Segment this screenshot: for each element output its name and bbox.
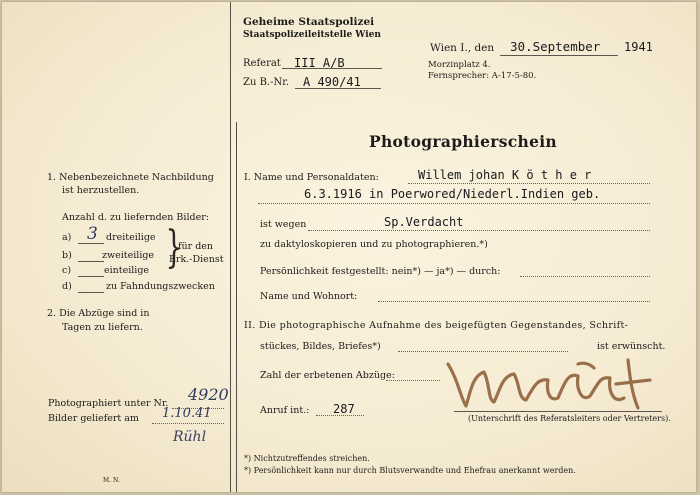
photographed-label: Photographiert unter Nr. <box>48 398 169 409</box>
row8-label-b: ist erwünscht. <box>597 341 666 352</box>
count-label: Anzahl d. zu liefernden Bilder: <box>62 212 209 223</box>
option-b-blank <box>78 261 104 262</box>
birth-data: 6.3.1916 in Poerwored/Niederl.Indien geb. <box>304 187 601 201</box>
option-b-prefix: b) <box>62 250 72 261</box>
row8-dotted-line <box>398 351 568 352</box>
phone-extension: 287 <box>333 402 355 416</box>
signature-line <box>454 411 662 412</box>
footer-mark: M. N. <box>103 477 120 484</box>
year-value: 1941 <box>624 40 653 54</box>
column-divider-left <box>230 2 231 492</box>
row9-dotted-line <box>386 380 440 381</box>
option-d-prefix: d) <box>62 281 72 292</box>
footnote-2: *) Persönlichkeit kann nur durch Blutsverwandte und Ehefrau anerkannt werden. <box>244 466 576 475</box>
delivered-dotted-line <box>152 423 224 424</box>
row8-label-a: stückes, Bildes, Briefes*) <box>260 341 381 352</box>
row2-dotted-line <box>258 203 650 204</box>
option-a-prefix: a) <box>62 232 72 243</box>
clerk-initials: Rühl <box>173 429 207 445</box>
row6-label: Name und Wohnort: <box>260 291 358 302</box>
row3-dotted-line <box>308 230 650 231</box>
row1-dotted-line <box>408 183 650 184</box>
person-name: Willem johan K ö t h e r <box>418 168 592 182</box>
item1-line1: 1. Nebenbezeichnete Nachbildung <box>47 172 214 183</box>
row6-dotted-line <box>378 301 650 302</box>
item1-line2: ist herzustellen. <box>62 185 140 196</box>
referat-underline <box>282 68 382 69</box>
zu-number-value: A 490/41 <box>303 75 361 89</box>
option-a-label: dreiteilige <box>106 232 156 243</box>
footnote-1: *) Nichtzutreffendes streichen. <box>244 454 370 463</box>
referat-label: Referat <box>243 58 281 69</box>
item2-line1: 2. Die Abzüge sind in <box>47 308 150 319</box>
option-d-blank <box>78 292 104 293</box>
form-title: Photographierschein <box>369 132 557 151</box>
option-brace: } <box>165 222 183 273</box>
agency-name: Geheime Staatspolizei <box>243 16 375 28</box>
brace-label-1: für den <box>178 241 214 252</box>
option-b-label: zweiteilige <box>102 250 155 261</box>
row1-label: I. Name und Personaldaten: <box>244 172 379 183</box>
signature <box>438 354 668 414</box>
option-c-label: einteilige <box>104 265 150 276</box>
referat-value: III A/B <box>294 56 345 70</box>
delivered-date: 1.10.41 <box>162 406 212 421</box>
option-a-blank <box>78 243 104 244</box>
column-divider-right <box>236 122 237 492</box>
document-page <box>2 2 696 492</box>
row10-label: Anruf int.: <box>260 405 310 416</box>
row7-label: II. Die photographische Aufnahme des beigefügten Gegenstandes, Schrift- <box>244 320 629 331</box>
row9-label: Zahl der erbetenen Abzüge: <box>260 370 395 381</box>
item2-line2: Tagen zu liefern. <box>62 322 143 333</box>
photographed-number: 4920 <box>188 385 229 404</box>
option-c-blank <box>78 276 104 277</box>
date-value: 30.September <box>510 39 601 54</box>
zu-number-underline <box>295 88 381 89</box>
brace-label-2: Erk.-Dienst <box>169 254 224 265</box>
row3-label: ist wegen <box>260 219 307 230</box>
option-c-prefix: c) <box>62 265 72 276</box>
row5-dotted-line <box>520 276 650 277</box>
date-underline <box>500 55 618 56</box>
office-name: Staatspolizeileitstelle Wien <box>243 30 381 40</box>
reason-value: Sp.Verdacht <box>384 215 464 229</box>
row5-label: Persönlichkeit festgestellt: nein*) — ja*) — durch: <box>260 266 501 277</box>
phone-number: Fernsprecher: A-17-5-80. <box>428 71 537 81</box>
street-address: Morzinplatz 4. <box>428 60 491 70</box>
row4-label: zu daktyloskopieren und zu photographieren.*) <box>260 239 488 250</box>
row10-dotted-line <box>316 415 364 416</box>
delivered-label: Bilder geliefert am <box>48 413 139 424</box>
city-label: Wien I., den <box>430 42 495 54</box>
option-a-handwritten-count: 3 <box>87 224 98 244</box>
option-d-label: zu Fahndungszwecken <box>106 281 215 292</box>
zu-number-label: Zu B.-Nr. <box>243 77 290 88</box>
signature-caption: (Unterschrift des Referatsleiters oder Vertreters). <box>468 414 671 423</box>
